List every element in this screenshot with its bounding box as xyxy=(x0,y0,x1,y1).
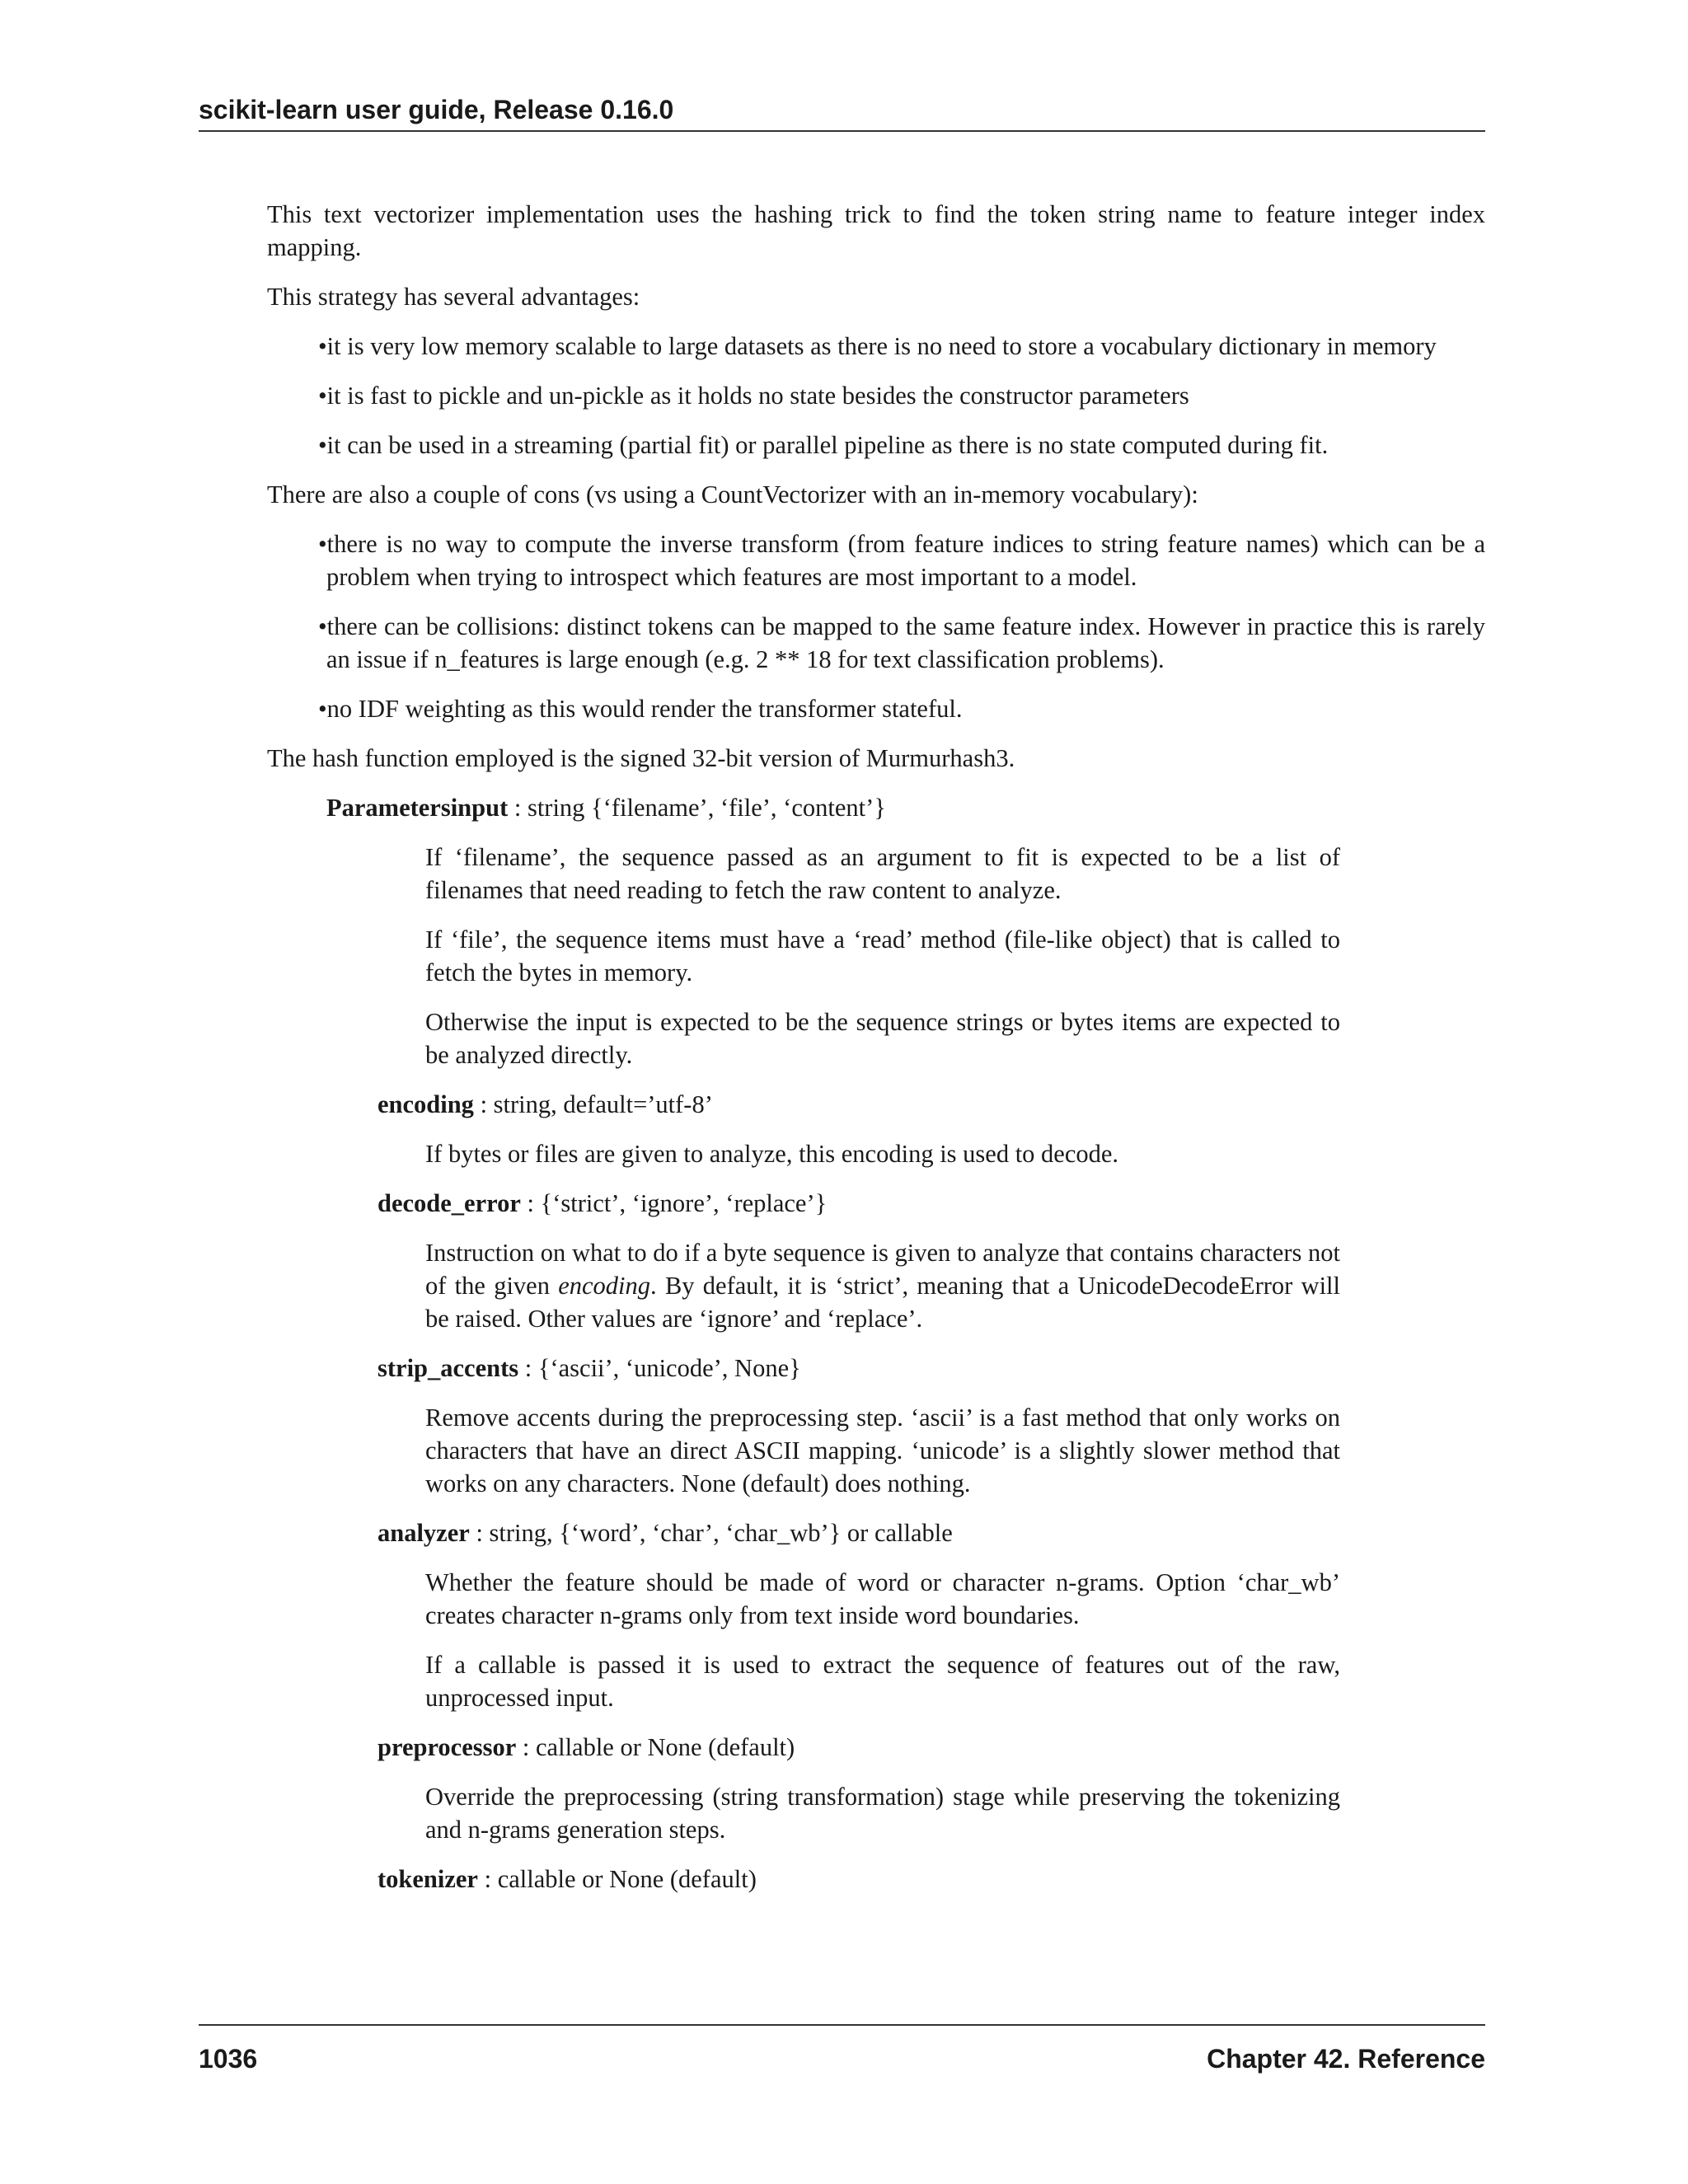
param-desc-text: Whether the feature should be made of word or character n-grams. Option ‘char_wb’ creates character n-grams only from text inside word boundaries. xyxy=(425,1568,1340,1629)
intro-paragraph: This text vectorizer implementation uses the hashing trick to find the token string name to feature integer index mapping. xyxy=(267,200,1485,261)
list-item: •there can be collisions: distinct tokens can be mapped to the same feature index. However in practice this is rarely an issue if n_features is large enough (e.g. 2 ** 18 for text classification problems). xyxy=(318,612,1485,673)
param-preprocessor xyxy=(377,1731,1485,1764)
page-content xyxy=(267,198,1485,1912)
intro-paragraph: The hash function employed is the signed 32-bit version of Murmurhash3. xyxy=(267,744,1015,772)
list-item: •there is no way to compute the inverse transform (from feature indices to string feature names) which can be a problem when trying to introspect which features are most important to a model. xyxy=(318,530,1485,591)
param-desc-text: Remove accents during the preprocessing step. ‘ascii’ is a fast method that only works on characters that have an direct ASCII mapping. ‘unicode’ is a slightly slower method that works on any characters. None (default) does nothing. xyxy=(425,1404,1340,1497)
param-name: tokenizer xyxy=(377,1865,478,1893)
param-desc-text: Otherwise the input is expected to be the sequence strings or bytes items are expected to be analyzed directly. xyxy=(425,1008,1340,1069)
param-type: : {‘strict’, ‘ignore’, ‘replace’} xyxy=(520,1189,828,1217)
param-description xyxy=(425,1401,1340,1500)
param-desc-text: If bytes or files are given to analyze, this encoding is used to decode. xyxy=(425,1140,1119,1168)
param-name: preprocessor xyxy=(377,1733,517,1761)
param-name: decode_error xyxy=(377,1189,521,1217)
list-item: •it can be used in a streaming (partial fit) or parallel pipeline as there is no state computed during fit. xyxy=(318,431,1329,459)
param-decode-error xyxy=(377,1187,1485,1220)
param-desc-text: If ‘file’, the sequence items must have a ‘read’ method (file-like object) that is called to fetch the bytes in memory. xyxy=(425,926,1340,987)
param-type: : callable or None (default) xyxy=(516,1733,795,1761)
desc-emphasis: encoding xyxy=(558,1272,651,1300)
param-description xyxy=(425,1137,1340,1170)
param-name: strip_accents xyxy=(377,1354,519,1382)
param-description xyxy=(425,841,1340,1071)
param-name: encoding xyxy=(377,1090,474,1118)
param-type: : string, default=’utf-8’ xyxy=(473,1090,713,1118)
desc-text-part: Instruction on what to do if a byte sequence is given to analyze that contains characters not of the given xyxy=(425,1239,1340,1300)
param-desc-text xyxy=(425,1236,1340,1335)
running-title: scikit-learn user guide, Release 0.16.0 xyxy=(199,95,674,124)
param-type: : callable or None (default) xyxy=(477,1865,757,1893)
param-desc-text: If ‘filename’, the sequence passed as an argument to fit is expected to be a list of filenames that need reading to fetch the raw content to analyze. xyxy=(425,843,1340,904)
param-description xyxy=(425,1566,1340,1714)
advantages-list xyxy=(318,330,1485,462)
param-strip-accents xyxy=(377,1352,1485,1385)
param-description xyxy=(425,1236,1340,1335)
list-item: •it is very low memory scalable to large datasets as there is no need to store a vocabulary dictionary in memory xyxy=(318,332,1437,360)
param-name: analyzer xyxy=(377,1519,470,1547)
list-item: •no IDF weighting as this would render the transformer stateful. xyxy=(318,695,963,723)
desc-text-part: . By default, it is ‘strict’, meaning that a UnicodeDecodeError will be raised. Other values are ‘ignore’ and ‘replace’. xyxy=(425,1272,1340,1333)
param-name: Parametersinput xyxy=(326,794,509,822)
param-desc-text: If a callable is passed it is used to extract the sequence of features out of the raw, unprocessed input. xyxy=(425,1651,1340,1712)
chapter-title: Chapter 42. Reference xyxy=(1207,2044,1485,2074)
param-type: : string {‘filename’, ‘file’, ‘content’} xyxy=(508,794,886,822)
param-tokenizer xyxy=(377,1863,1485,1896)
param-encoding xyxy=(377,1088,1485,1121)
param-description xyxy=(425,1780,1340,1846)
param-type: : {‘ascii’, ‘unicode’, None} xyxy=(518,1354,801,1382)
list-item: •it is fast to pickle and un-pickle as it holds no state besides the constructor parameters xyxy=(318,382,1189,410)
intro-paragraph: There are also a couple of cons (vs using a CountVectorizer with an in-memory vocabulary): xyxy=(267,480,1198,509)
param-desc-text: Override the preprocessing (string transformation) stage while preserving the tokenizing and n-grams generation steps. xyxy=(425,1783,1340,1844)
cons-list xyxy=(318,527,1485,725)
param-input xyxy=(326,791,1485,824)
page-number: 1036 xyxy=(199,2044,258,2074)
intro-paragraph: This strategy has several advantages: xyxy=(267,283,640,311)
parameters-section xyxy=(326,791,1485,824)
param-type: : string, {‘word’, ‘char’, ‘char_wb’} or callable xyxy=(469,1519,953,1547)
running-header xyxy=(199,89,1485,132)
running-footer xyxy=(199,2024,1485,2074)
param-analyzer xyxy=(377,1516,1485,1549)
